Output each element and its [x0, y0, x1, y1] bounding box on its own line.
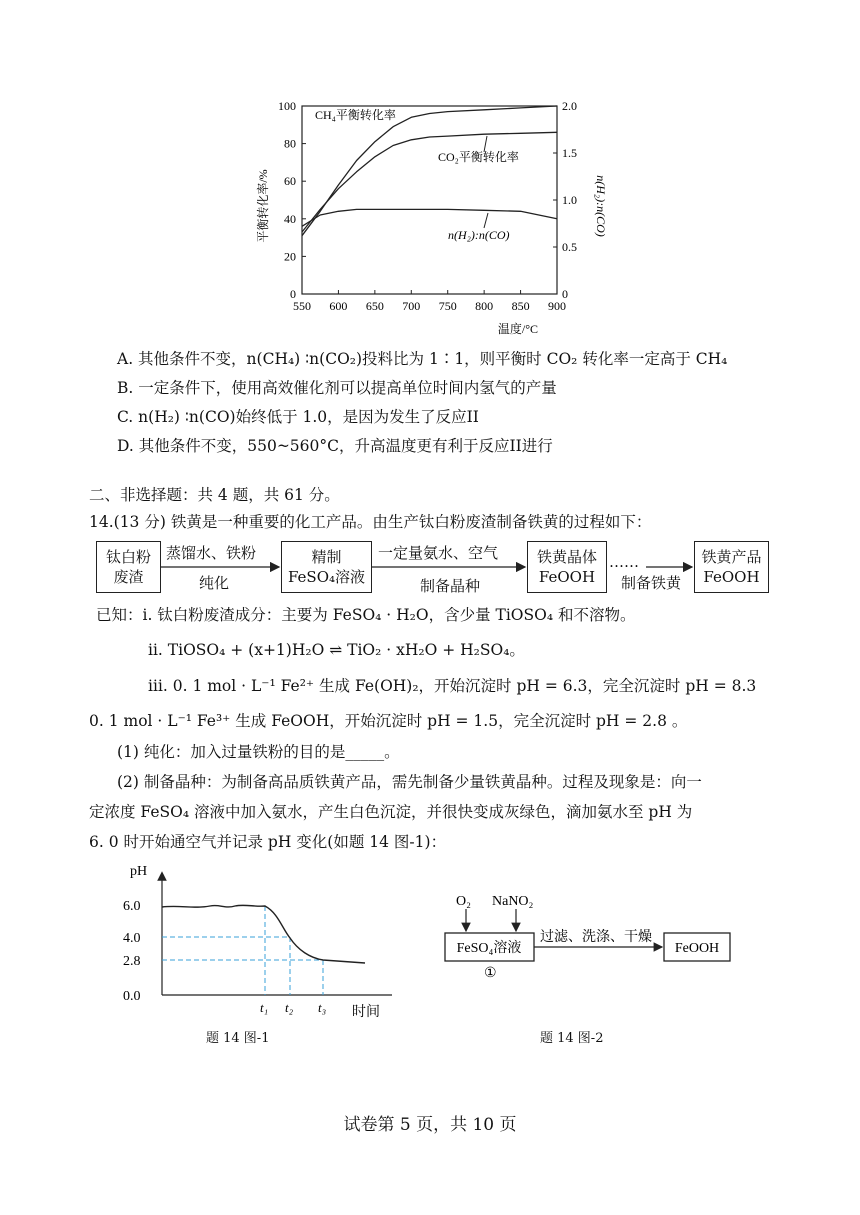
- flow-box-feso4-l2: FeSO₄溶液: [287, 568, 366, 586]
- ph-curve: [162, 905, 365, 963]
- flow-box-product-l1: 铁黄产品: [701, 548, 762, 566]
- y-right-tick-label: 1.5: [562, 146, 577, 160]
- x-tick-label: 850: [511, 299, 530, 313]
- flow-box-waste-l1: 钛白粉: [105, 548, 151, 566]
- input-o2: O₂: [456, 894, 471, 909]
- process-label: 过滤、洗涤、干燥: [540, 930, 652, 945]
- x-tick-label: 700: [402, 299, 421, 313]
- y-left-tick-label: 20: [284, 249, 296, 264]
- arrow1-bottom-label: 纯化: [199, 574, 230, 592]
- arrow3-dots: ……: [609, 553, 639, 571]
- arrow2-bottom-label: 制备晶种: [420, 577, 481, 595]
- option-b: B. 一定条件下，使用高效催化剂可以提高单位时间内氢气的产量: [117, 379, 557, 397]
- y-right-tick-label: 0: [562, 287, 568, 301]
- box-feso4: FeSO₄溶液: [456, 941, 522, 956]
- arrow1-top-label: 蒸馏水、铁粉: [166, 544, 257, 562]
- x-tick-label: 650: [365, 299, 384, 313]
- arrow2-top-label: 一定量氨水、空气: [378, 544, 499, 562]
- y-left-tick-label: 0: [290, 287, 296, 301]
- question-1: (1) 纯化：加入过量铁粉的目的是_____。: [117, 743, 400, 761]
- x-tick-label: 600: [329, 299, 348, 313]
- option-a: A. 其他条件不变，n(CH₄) ∶n(CO₂)投料比为 1∶1，则平衡时 CO₂ 转化率一定高于 CH₄: [117, 350, 728, 368]
- option-c: C. n(H₂) ∶n(CO)始终低于 1.0，是因为发生了反应II: [117, 408, 479, 426]
- ph-axis-label: pH: [130, 864, 148, 879]
- y-right-tick-label: 2.0: [562, 99, 577, 113]
- arrow3-bottom-label: 制备铁黄: [621, 574, 682, 592]
- y-axis-left-label: 平衡转化率/%: [256, 169, 270, 243]
- x-tick-label: 550: [293, 299, 311, 313]
- page-footer: 试卷第 5 页，共 10 页: [343, 1115, 517, 1135]
- series-label-co2: CO₂平衡转化率: [438, 150, 519, 164]
- question-2-line2: 定浓度 FeSO₄ 溶液中加入氨水，产生白色沉淀，并很快变成灰绿色，滴加氨水至 pH 为: [89, 803, 693, 821]
- section-heading: 二、非选择题：共 4 题，共 61 分。: [89, 486, 340, 504]
- t3-label: t₃: [318, 1000, 327, 1015]
- y-left-tick-label: 60: [284, 174, 296, 189]
- x-axis-label: 温度/°C: [497, 322, 539, 336]
- x-tick-label: 750: [438, 299, 457, 313]
- step-number: ①: [484, 966, 497, 980]
- y-left-tick-label: 80: [284, 136, 296, 151]
- t2-label: t₂: [285, 1000, 294, 1015]
- y-left-tick-label: 100: [278, 99, 296, 113]
- flow-box-crystal-l2: FeOOH: [538, 568, 596, 586]
- ph-tick-6: 6.0: [123, 899, 141, 914]
- feooh-flow-diagram: [440, 885, 740, 980]
- flow-box-waste-l2: 废渣: [113, 568, 144, 586]
- question-2-line3: 6. 0 时开始通空气并记录 pH 变化(如题 14 图-1)：: [89, 833, 447, 851]
- box-feooh: FeOOH: [674, 941, 720, 956]
- fig2-caption: 题 14 图-2: [540, 1031, 604, 1046]
- input-nano2: NaNO₂: [492, 894, 534, 909]
- known-i: 已知：ⅰ. 钛白粉废渣成分：主要为 FeSO₄ · H₂O，含少量 TiOSO₄ 和不溶物。: [96, 606, 636, 624]
- fig1-caption: 题 14 图-1: [206, 1031, 270, 1046]
- question-14-intro: 14.(13 分) 铁黄是一种重要的化工产品。由生产钛白粉废渣制备铁黄的过程如下：: [89, 513, 652, 531]
- t1-label: t₁: [260, 1000, 269, 1015]
- question-2-line1: (2) 制备晶种：为制备高品质铁黄产品，需先制备少量铁黄晶种。过程及现象是：向一: [117, 773, 702, 791]
- y-right-tick-label: 1.0: [562, 193, 577, 207]
- known-ii: ⅱ. TiOSO₄ + (x+1)H₂O ⇌ TiO₂ · xH₂O + H₂SO₄。: [148, 641, 525, 659]
- known-iii: ⅲ. 0. 1 mol · L⁻¹ Fe²⁺ 生成 Fe(OH)₂，开始沉淀时 pH = 6.3，完全沉淀时 pH = 8.3: [148, 677, 757, 695]
- time-axis-label: 时间: [352, 1005, 380, 1020]
- series-label-h2co: n(H₂):n(CO): [448, 228, 510, 242]
- ph-tick-0: 0.0: [123, 989, 141, 1004]
- y-left-tick-label: 40: [284, 211, 296, 226]
- y-right-tick-label: 0.5: [562, 240, 577, 254]
- flow-box-crystal-l1: 铁黄晶体: [536, 548, 597, 566]
- option-d: D. 其他条件不变，550~560°C，升高温度更有利于反应II进行: [117, 437, 553, 455]
- flow-box-product-l2: FeOOH: [703, 568, 760, 586]
- x-tick-label: 800: [475, 299, 494, 313]
- flow-box-feso4-l1: 精制: [311, 548, 342, 566]
- ph-time-chart: [120, 858, 400, 1023]
- ph-tick-4: 4.0: [123, 931, 141, 946]
- ph-tick-2-8: 2.8: [123, 954, 141, 969]
- series-label-ch4: CH₄平衡转化率: [315, 108, 396, 122]
- x-tick-label: 900: [548, 299, 566, 313]
- known-iv: 0. 1 mol · L⁻¹ Fe³⁺ 生成 FeOOH，开始沉淀时 pH = 1.5，完全沉淀时 pH = 2.8 。: [89, 712, 688, 730]
- y-axis-right-label: n(H₂):n(CO): [594, 175, 608, 237]
